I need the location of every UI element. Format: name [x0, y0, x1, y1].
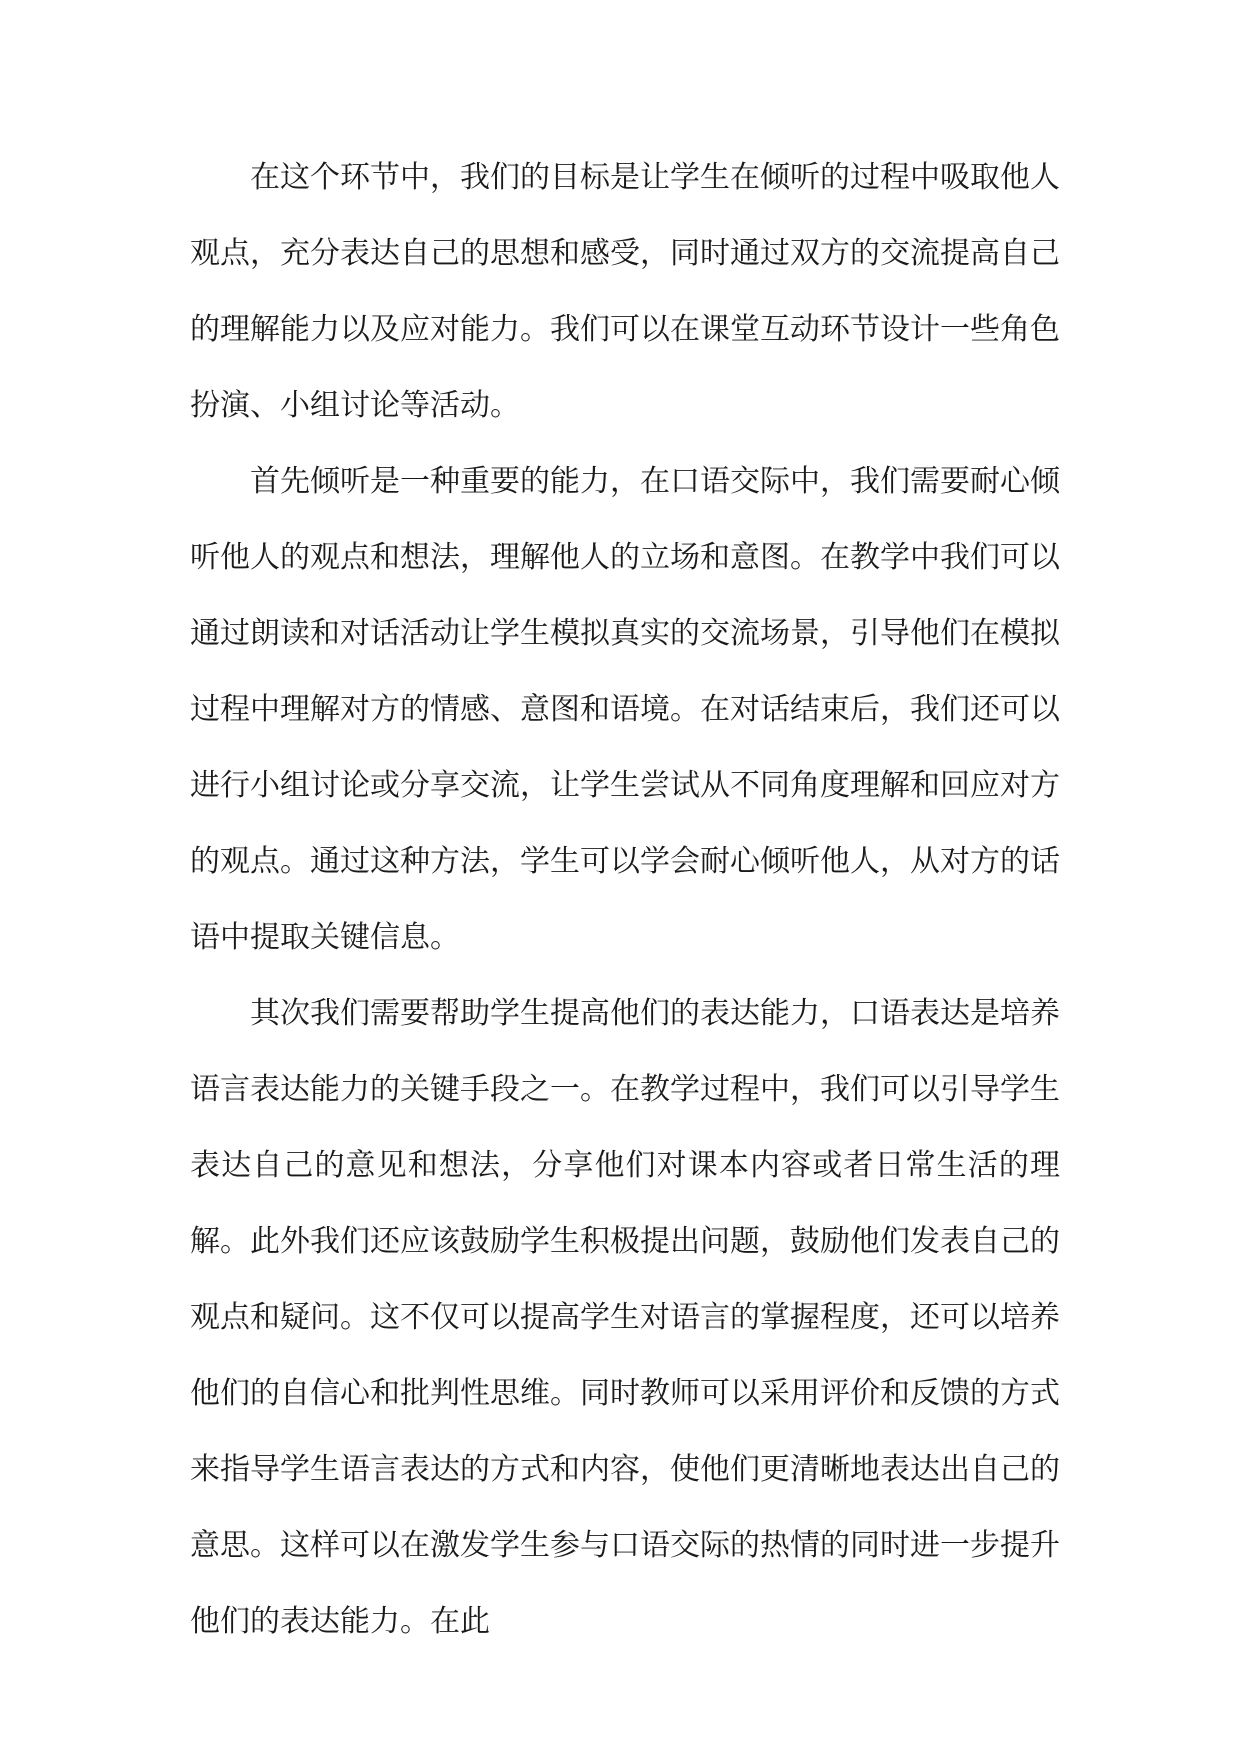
paragraph-2: 首先倾听是一种重要的能力，在口语交际中，我们需要耐心倾听他人的观点和想法，理解他人的立场和意图。在教学中我们可以通过朗读和对话活动让学生模拟真实的交流场景，引导他们在模拟过程中理解对方的情感、意图和语境。在对话结束后，我们还可以进行小组讨论或分享交流，让学生尝试从不同角度理解和回应对方的观点。通过这种方法，学生可以学会耐心倾听他人，从对方的话语中提取关键信息。	[190, 464, 1060, 955]
paragraph-3: 其次我们需要帮助学生提高他们的表达能力，口语表达是培养语言表达能力的关键手段之一。在教学过程中，我们可以引导学生表达自己的意见和想法，分享他们对课本内容或者日常生活的理解。此外我们还应该鼓励学生积极提出问题，鼓励他们发表自己的观点和疑问。这不仅可以提高学生对语言的掌握程度，还可以培养他们的自信心和批判性思维。同时教师可以采用评价和反馈的方式来指导学生语言表达的方式和内容，使他们更清晰地表达出自己的意思。这样可以在激发学生参与口语交际的热情的同时进一步提升他们的表达能力。在此	[190, 996, 1060, 1639]
body-text	[190, 140, 1060, 1660]
paragraph-1: 在这个环节中，我们的目标是让学生在倾听的过程中吸取他人观点，充分表达自己的思想和感受，同时通过双方的交流提高自己的理解能力以及应对能力。我们可以在课堂互动环节设计一些角色扮演、小组讨论等活动。	[190, 160, 1060, 423]
